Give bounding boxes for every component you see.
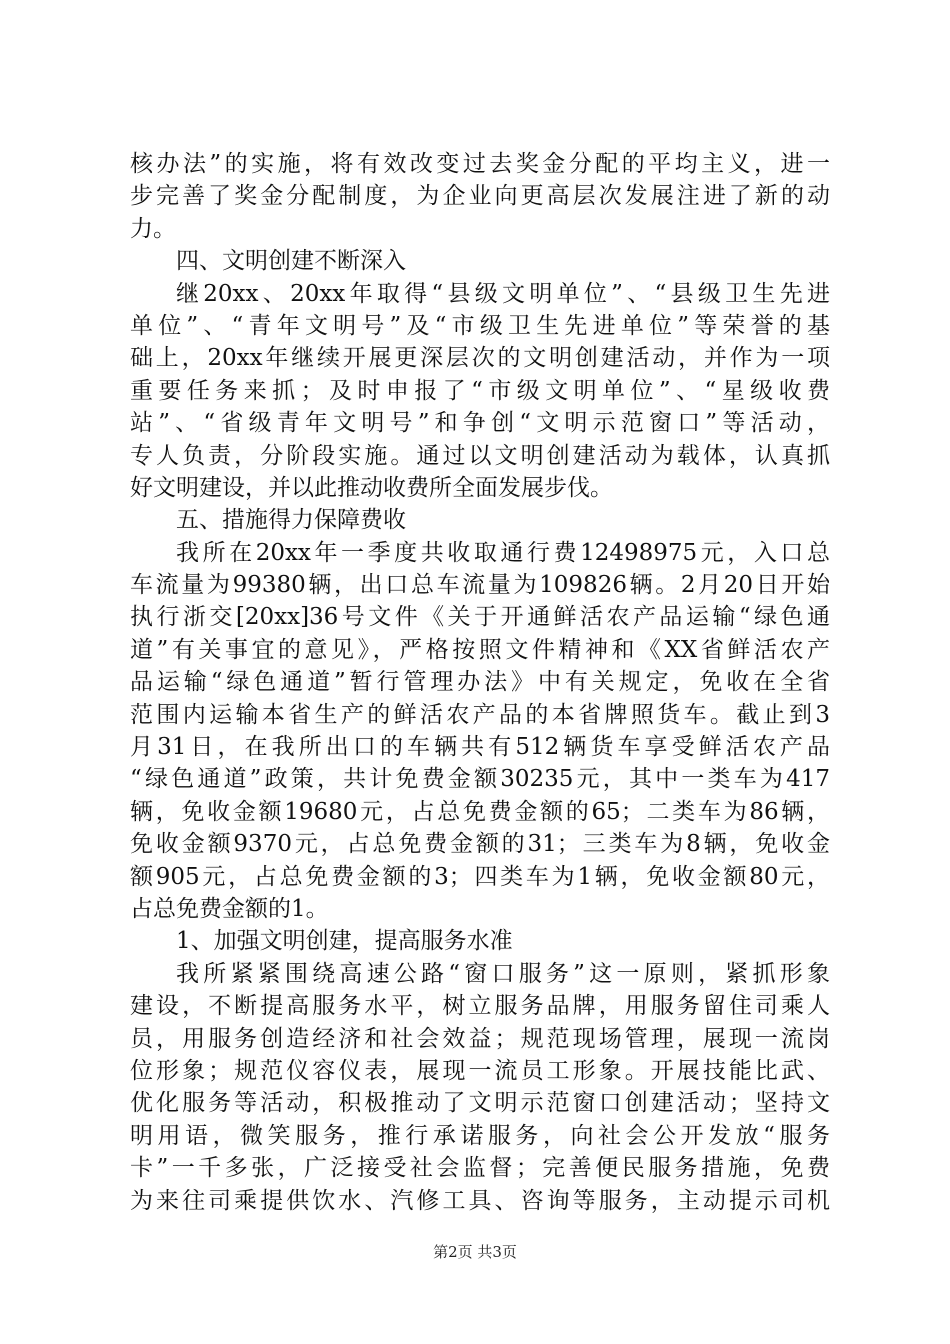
text-line: 专人负责，分阶段实施。通过以文明创建活动为载体，认真抓 <box>130 442 830 469</box>
text-line: 执行浙交[20xx]36号文件《关于开通鲜活农产品运输“绿色通 <box>130 604 830 631</box>
page-footer <box>0 1241 950 1262</box>
text-line: 我所在20xx年一季度共收取通行费12498975元，入口总 <box>176 539 830 566</box>
page-number-label: 第2页 共3页 <box>433 1243 517 1261</box>
text-line: 月31日，在我所出口的车辆共有512辆货车享受鲜活农产品 <box>130 734 830 761</box>
text-line: 继20xx、20xx年取得“县级文明单位”、“县级卫生先进 <box>176 280 830 307</box>
text-line: 建设，不断提高服务水平，树立服务品牌，用服务留住司乘人 <box>130 993 830 1020</box>
text-line: 道”有关事宜的意见》，严格按照文件精神和《XX省鲜活农产 <box>130 636 830 663</box>
text-line: 辆，免收金额19680元，占总免费金额的65；二类车为86辆， <box>130 798 830 825</box>
text-line: 重要任务来抓；及时申报了“市级文明单位”、“星级收费 <box>130 377 830 404</box>
text-line: 员，用服务创造经济和社会效益；规范现场管理，展现一流岗 <box>130 1025 830 1052</box>
text-line: 优化服务等活动，积极推动了文明示范窗口创建活动；坚持文 <box>130 1090 830 1117</box>
text-line: 占总免费金额的1。 <box>130 895 329 922</box>
text-line: “绿色通道”政策，共计免费金额30235元，其中一类车为417 <box>130 766 830 793</box>
text-line: 单位”、“青年文明号”及“市级卫生先进单位”等荣誉的基 <box>130 312 830 339</box>
text-line: 品运输“绿色通道”暂行管理办法》中有关规定，免收在全省 <box>130 669 830 696</box>
text-line: 步完善了奖金分配制度，为企业向更高层次发展注进了新的动 <box>130 183 830 210</box>
text-line: 车流量为99380辆，出口总车流量为109826辆。2月20日开始 <box>130 572 830 599</box>
text-line: 免收金额9370元，占总免费金额的31；三类车为8辆，免收金 <box>130 831 830 858</box>
document-body <box>130 148 830 1217</box>
text-line: 范围内运输本省生产的鲜活农产品的本省牌照货车。截止到3 <box>130 701 830 728</box>
section-heading: 四、文明创建不断深入 <box>176 248 406 275</box>
text-line: 核办法”的实施，将有效改变过去奖金分配的平均主义，进一 <box>130 151 830 177</box>
section-heading: 五、措施得力保障费收 <box>176 507 406 534</box>
text-line: 额905元，占总免费金额的3；四类车为1辆，免收金额80元， <box>130 863 830 890</box>
text-line: 础上，20xx年继续开展更深层次的文明创建活动，并作为一项 <box>130 345 830 372</box>
text-line: 卡”一千多张，广泛接受社会监督；完善便民服务措施，免费 <box>130 1155 830 1182</box>
text-line: 位形象；规范仪容仪表，展现一流员工形象。开展技能比武、 <box>130 1057 830 1084</box>
text-line: 好文明建设，并以此推动收费所全面发展步伐。 <box>130 474 613 501</box>
section-heading: 1、加强文明创建，提高服务水准 <box>176 928 513 955</box>
text-line: 明用语，微笑服务，推行承诺服务，向社会公开发放“服务 <box>130 1122 830 1149</box>
text-line: 站”、“省级青年文明号”和争创“文明示范窗口”等活动， <box>130 410 830 437</box>
text-line: 我所紧紧围绕高速公路“窗口服务”这一原则，紧抓形象 <box>176 960 830 987</box>
text-line: 为来往司乘提供饮水、汽修工具、咨询等服务，主动提示司机 <box>130 1187 830 1214</box>
text-line: 力。 <box>130 215 176 242</box>
